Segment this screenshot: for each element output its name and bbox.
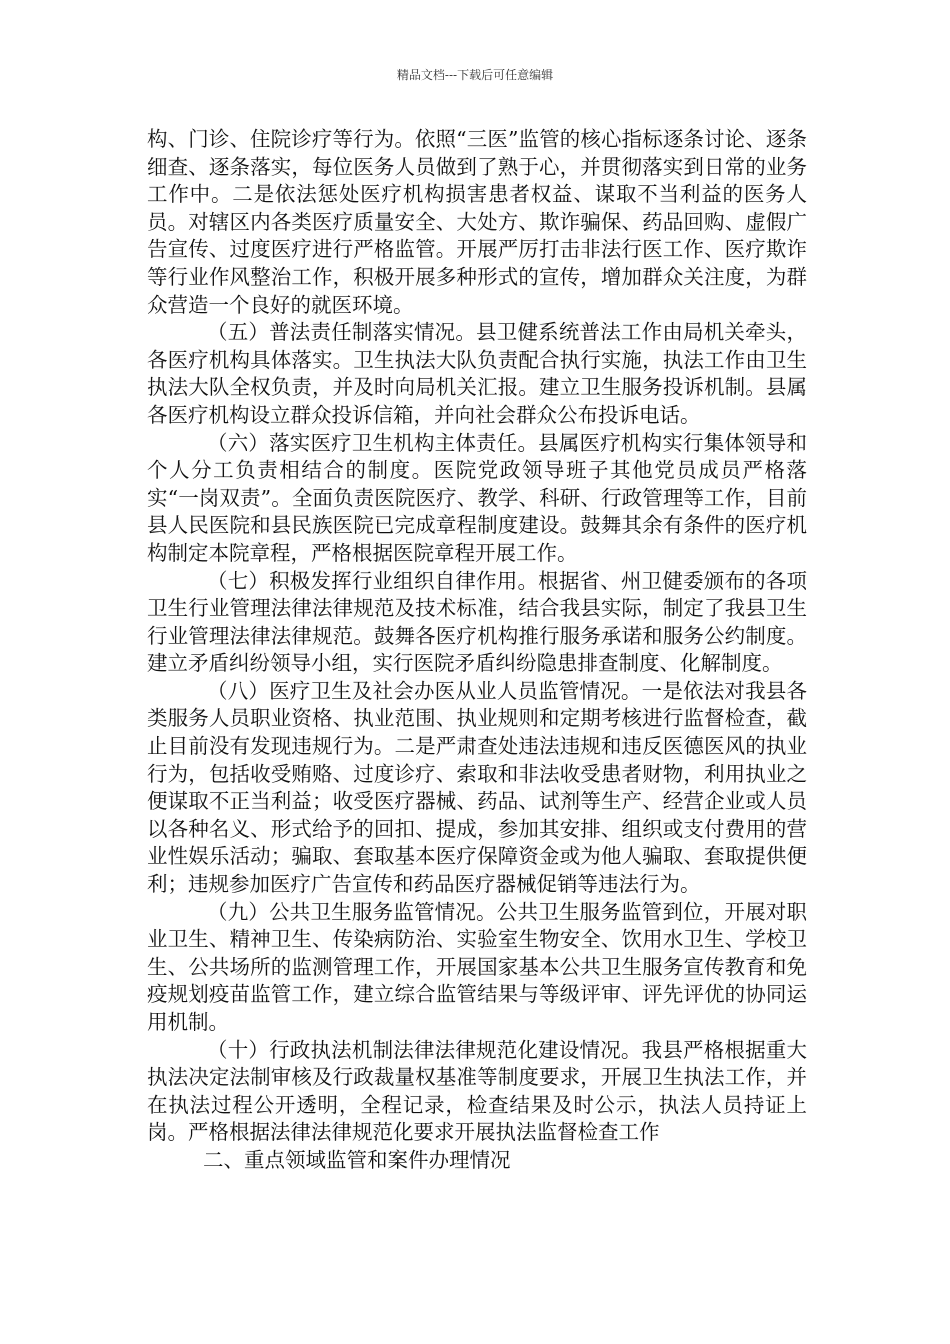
paragraph-8: （八）医疗卫生及社会办医从业人员监管情况。一是依法对我县各类服务人员职业资格、执业范围、执业规则和定期考核进行监督检查，截止目前没有发现违规行为。二是严肃查处违法违规和违反医德医风的执业行为，包括收受贿赂、过度诊疗、索取和非法收受患者财物，利用执业之便谋取不正当利益；收受医疗器械、药品、试剂等生产、经营企业或人员以各种名义、形式给予的回扣、提成，参加其安排、组织或支付费用的营业性娱乐活动；骗取、套取基本医疗保障资金或为他人骗取、套取提供便利；违规参加医疗广告宣传和药品医疗器械促销等违法行为。 [147, 678, 807, 897]
paragraph-6: （六）落实医疗卫生机构主体责任。县属医疗机构实行集体领导和个人分工负责相结合的制度。医院党政领导班子其他党员成员严格落实“一岗双责”。全面负责医院医疗、教学、科研、行政管理等工作，目前县人民医院和县民族医院已完成章程制度建设。鼓舞其余有条件的医疗机构制定本院章程，严格根据医院章程开展工作。 [147, 430, 807, 565]
paragraph-9: （九）公共卫生服务监管情况。公共卫生服务监管到位，开展对职业卫生、精神卫生、传染病防治、实验室生物安全、饮用水卫生、学校卫生、公共场所的监测管理工作，开展国家基本公共卫生服务宣传教育和免疫规划疫苗监管工作，建立综合监管结果与等级评审、评先评优的协同运用机制。 [147, 899, 807, 1034]
paragraph-7: （七）积极发挥行业组织自律作用。根据省、州卫健委颁布的各项卫生行业管理法律法律规范及技术标准，结合我县实际，制定了我县卫生行业管理法律法律规范。鼓舞各医疗机构推行服务承诺和服务公约制度。建立矛盾纠纷领导小组，实行医院矛盾纠纷隐患排查制度、化解制度。 [147, 568, 807, 676]
paragraph-10: （十）行政执法机制法律法律规范化建设情况。我县严格根据重大执法决定法制审核及行政裁量权基准等制度要求，开展卫生执法工作，并在执法过程公开透明，全程记录，检查结果及时公示，执法人员持证上岗。严格根据法律法律规范化要求开展执法监督检查工作 [147, 1037, 807, 1145]
paragraph-continuation: 构、门诊、住院诊疗等行为。依照“三医”监管的核心指标逐条讨论、逐条细查、逐条落实，每位医务人员做到了熟于心，并贯彻落实到日常的业务工作中。二是依法惩处医疗机构损害患者权益、谋取不当利益的医务人员。对辖区内各类医疗质量安全、大处方、欺诈骗保、药品回购、虚假广告宣传、过度医疗进行严格监管。开展严厉打击非法行医工作、医疗欺诈等行业作风整治工作，积极开展多种形式的宣传，增加群众关注度，为群众营造一个良好的就医环境。 [147, 127, 807, 317]
document-body [147, 126, 807, 1175]
section-heading: 二、重点领域监管和案件办理情况 [203, 1147, 511, 1172]
paragraph-5: （五）普法责任制落实情况。县卫健系统普法工作由局机关牵头，各医疗机构具体落实。卫生执法大队负责配合执行实施，执法工作由卫生执法大队全权负责，并及时向局机关汇报。建立卫生服务投诉机制。县属各医疗机构设立群众投诉信箱，并向社会群众公布投诉电话。 [147, 320, 807, 427]
page-header: 精品文档---下载后可任意编辑 [396, 68, 554, 82]
